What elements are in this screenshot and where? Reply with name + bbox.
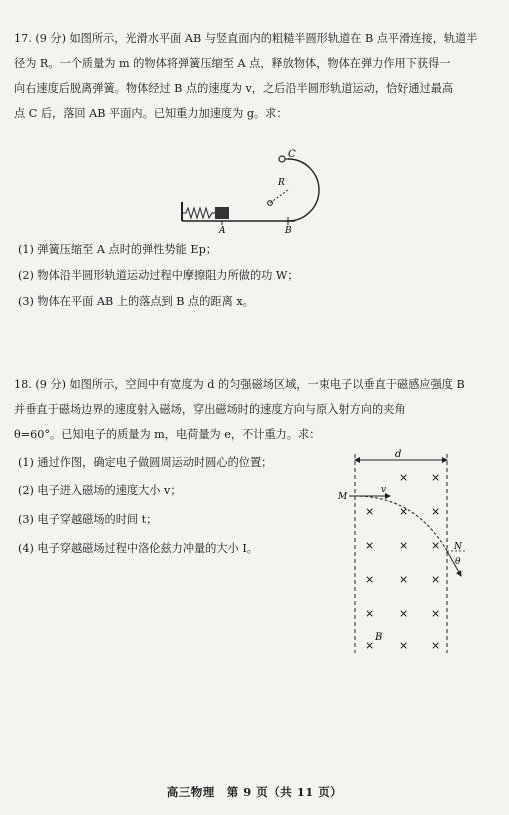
field-cross: × — [431, 539, 441, 552]
field-cross: × — [399, 607, 409, 620]
q17-figure — [170, 145, 330, 235]
field-cross: × — [431, 573, 441, 586]
label-b: B — [375, 632, 383, 643]
q17-item-3: (3) 物体在平面 AB 上的落点到 B 点的距离 x。 — [18, 295, 254, 308]
label-r: R — [278, 178, 285, 188]
field-cross: × — [365, 639, 375, 652]
q17-stem-line: 向右速度后脱离弹簧。物体经过 B 点的速度为 v，之后沿半圆形轨道运动，恰好通过最高 — [14, 82, 454, 95]
q17-stem-line: 点 C 后，落回 AB 平面内。已知重力加速度为 g。求： — [14, 107, 288, 120]
label-d: d — [395, 449, 402, 460]
q17-item-2: (2) 物体沿半圆形轨道运动过程中摩擦阻力所做的功 W； — [18, 269, 299, 282]
q18-item-3: (3) 电子穿越磁场的时间 t； — [18, 513, 158, 526]
block-m — [215, 207, 229, 219]
field-cross: × — [365, 505, 375, 518]
field-cross: × — [365, 607, 375, 620]
field-cross: × — [365, 573, 375, 586]
q18-stem-line: 并垂直于磁场边界的速度射入磁场，穿出磁场时的速度方向与原入射方向的夹角 — [14, 403, 406, 416]
spring — [182, 208, 215, 218]
q17-item-1: (1) 弹簧压缩至 A 点时的弹性势能 Ep； — [18, 243, 217, 256]
point-c-marker — [279, 156, 285, 162]
page-footer: 高三物理 第 9 页（共 11 页） — [166, 785, 343, 799]
q18-item-2: (2) 电子进入磁场的速度大小 v； — [18, 484, 182, 497]
field-cross: × — [399, 471, 409, 484]
field-cross: × — [431, 607, 441, 620]
q18-figure — [335, 448, 495, 663]
field-cross: × — [431, 505, 441, 518]
label-b: B — [285, 226, 292, 235]
label-a: A — [219, 226, 226, 235]
label-v: v — [381, 485, 387, 495]
field-cross: × — [431, 639, 441, 652]
field-cross: × — [399, 505, 409, 518]
q18-stem-line: θ=60°。已知电子的质量为 m，电荷量为 e，不计重力。求： — [14, 428, 321, 441]
radius-line — [270, 190, 288, 203]
field-cross: × — [399, 639, 409, 652]
field-cross: × — [399, 573, 409, 586]
field-cross: × — [365, 539, 375, 552]
field-cross: × — [399, 539, 409, 552]
label-m: M — [338, 492, 348, 502]
semicircle-track — [288, 159, 319, 221]
q17-stem — [14, 26, 488, 126]
q18-item-4: (4) 电子穿越磁场过程中洛伦兹力冲量的大小 I。 — [18, 542, 258, 555]
q17-stem-line: 17. (9 分) 如图所示，光滑水平面 AB 与竖直面内的粗糙半圆形轨道在 B 点平滑连接，轨道半 — [14, 32, 478, 45]
label-n: N — [454, 542, 462, 552]
q18-item-1: (1) 通过作图，确定电子做圆周运动时圆心的位置； — [18, 456, 273, 469]
label-theta: θ — [455, 557, 461, 567]
label-c: C — [288, 149, 296, 160]
q18-stem — [14, 372, 488, 447]
field-cross: × — [431, 471, 441, 484]
q18-stem-line: 18. (9 分) 如图所示，空间中有宽度为 d 的匀强磁场区域，一束电子以垂直于磁感应强度 B — [14, 378, 465, 391]
q17-stem-line: 径为 R。一个质量为 m 的物体将弹簧压缩至 A 点，释放物体，物体在弹力作用下获得一 — [14, 57, 451, 70]
